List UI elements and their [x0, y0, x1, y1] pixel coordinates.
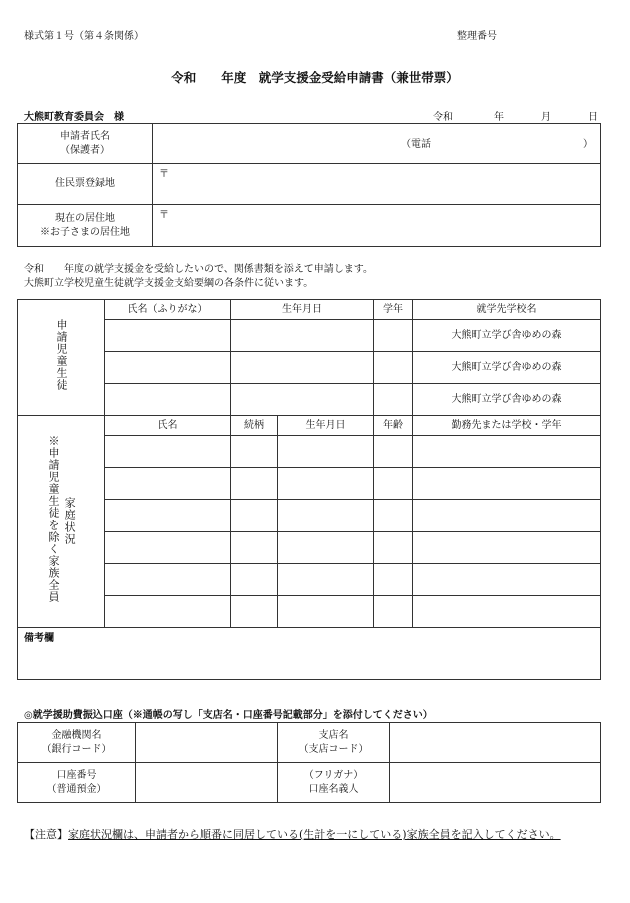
- applicant-name-label: 申請者氏名 （保護者）: [18, 124, 153, 164]
- family-name-field[interactable]: [105, 596, 231, 628]
- family-birthdate-field[interactable]: [278, 468, 374, 500]
- postal-mark: 〒: [159, 169, 169, 180]
- table-row: [18, 500, 601, 532]
- account-holder-label: （フリガナ） 口座名義人: [278, 763, 390, 803]
- current-address-label: 現在の居住地 ※お子さまの居住地: [18, 205, 153, 247]
- table-row: [18, 352, 601, 384]
- postal-mark: 〒: [159, 210, 169, 221]
- family-workplace-field[interactable]: [413, 564, 601, 596]
- family-birthdate-field[interactable]: [278, 532, 374, 564]
- family-relation-field[interactable]: [231, 500, 278, 532]
- family-workplace-field[interactable]: [413, 532, 601, 564]
- table-row: [18, 436, 601, 468]
- student-grade-field[interactable]: [374, 352, 413, 384]
- table-row: [18, 320, 601, 352]
- student-grade-field[interactable]: [374, 384, 413, 416]
- family-workplace-field[interactable]: [413, 500, 601, 532]
- attention-prefix: 【注意】: [24, 828, 68, 841]
- family-name-field[interactable]: [105, 564, 231, 596]
- statement-line-2: 大熊町立学校児童生徒就学支援金支給要綱の各条件に従います。: [24, 278, 314, 289]
- student-grade-field[interactable]: [374, 320, 413, 352]
- student-school: 大熊町立学び舎ゆめの森: [413, 352, 601, 384]
- reference-number-label: 整理番号: [457, 31, 497, 42]
- student-birthdate-field[interactable]: [231, 352, 374, 384]
- student-name-field[interactable]: [105, 384, 231, 416]
- family-age-field[interactable]: [374, 468, 413, 500]
- bank-branch-field[interactable]: [390, 723, 601, 763]
- family-name-field[interactable]: [105, 468, 231, 500]
- family-workplace-field[interactable]: [413, 596, 601, 628]
- family-birthdate-field[interactable]: [278, 436, 374, 468]
- students-header-birthdate: 生年月日: [231, 300, 374, 320]
- students-side-label: 申請児童生徒: [18, 300, 105, 416]
- family-birthdate-field[interactable]: [278, 596, 374, 628]
- form-number: 様式第１号（第４条関係）: [24, 31, 144, 42]
- applicant-table: [17, 123, 601, 247]
- family-workplace-field[interactable]: [413, 436, 601, 468]
- family-age-field[interactable]: [374, 564, 413, 596]
- student-school: 大熊町立学び舎ゆめの森: [413, 320, 601, 352]
- table-row: [18, 384, 601, 416]
- family-header-workplace: 勤務先または学校・学年: [413, 416, 601, 436]
- bank-institution-field[interactable]: [136, 723, 278, 763]
- family-name-field[interactable]: [105, 500, 231, 532]
- family-birthdate-field[interactable]: [278, 500, 374, 532]
- applicant-name-field[interactable]: [153, 124, 601, 164]
- page-title: 令和 年度 就学支援金受給申請書（兼世帯票）: [171, 70, 459, 85]
- family-age-field[interactable]: [374, 500, 413, 532]
- family-workplace-field[interactable]: [413, 468, 601, 500]
- students-table: [17, 299, 601, 416]
- bank-branch-label: 支店名 （支店コード）: [278, 723, 390, 763]
- family-name-field[interactable]: [105, 436, 231, 468]
- family-relation-field[interactable]: [231, 436, 278, 468]
- account-holder-field[interactable]: [390, 763, 601, 803]
- date-era: 令和: [433, 112, 453, 123]
- student-name-field[interactable]: [105, 320, 231, 352]
- account-number-field[interactable]: [136, 763, 278, 803]
- table-row: [18, 596, 601, 628]
- family-side-label: ※申請児童生徒を除く家族全員 家庭状況: [18, 416, 105, 628]
- student-name-field[interactable]: [105, 352, 231, 384]
- family-header-relation: 続柄: [231, 416, 278, 436]
- family-name-field[interactable]: [105, 532, 231, 564]
- statement-line-1: 令和 年度の就学支援金を受給したいので、関係書類を添えて申請します。: [24, 264, 373, 275]
- addressee: 大熊町教育委員会 様: [24, 112, 124, 123]
- family-table: [17, 415, 601, 680]
- family-age-field[interactable]: [374, 436, 413, 468]
- family-relation-field[interactable]: [231, 596, 278, 628]
- family-header-name: 氏名: [105, 416, 231, 436]
- date-day: 日: [588, 112, 598, 123]
- phone-close: ）: [583, 139, 593, 150]
- family-header-age: 年齢: [374, 416, 413, 436]
- attention-note: [24, 826, 561, 842]
- student-birthdate-field[interactable]: [231, 320, 374, 352]
- table-row: [18, 532, 601, 564]
- date-year: 年: [494, 112, 504, 123]
- remarks-label: 備考欄: [24, 633, 54, 644]
- family-relation-field[interactable]: [231, 532, 278, 564]
- family-header-birthdate: 生年月日: [278, 416, 374, 436]
- phone-label: （電話: [401, 139, 431, 150]
- bank-institution-label: 金融機関名 （銀行コード）: [18, 723, 136, 763]
- family-age-field[interactable]: [374, 532, 413, 564]
- students-header-name: 氏名（ふりがな）: [105, 300, 231, 320]
- registered-address-field[interactable]: [153, 164, 601, 205]
- table-row: [18, 564, 601, 596]
- account-number-label: 口座番号 （普通預金）: [18, 763, 136, 803]
- students-header-grade: 学年: [374, 300, 413, 320]
- student-school: 大熊町立学び舎ゆめの森: [413, 384, 601, 416]
- students-header-school: 就学先学校名: [413, 300, 601, 320]
- family-age-field[interactable]: [374, 596, 413, 628]
- bank-section-title: ◎就学援助費振込口座（※通帳の写し「支店名・口座番号記載部分」を添付してください）: [24, 710, 433, 721]
- family-relation-field[interactable]: [231, 564, 278, 596]
- student-birthdate-field[interactable]: [231, 384, 374, 416]
- bank-table: [17, 722, 601, 803]
- remarks-field[interactable]: [18, 628, 601, 680]
- table-row: [18, 468, 601, 500]
- date-month: 月: [541, 112, 551, 123]
- current-address-field[interactable]: [153, 205, 601, 247]
- family-birthdate-field[interactable]: [278, 564, 374, 596]
- registered-address-label: 住民票登録地: [18, 164, 153, 205]
- attention-text: 家庭状況欄は、申請者から順番に同居している(生計を一にしている)家族全員を記入してください。: [68, 828, 561, 841]
- family-relation-field[interactable]: [231, 468, 278, 500]
